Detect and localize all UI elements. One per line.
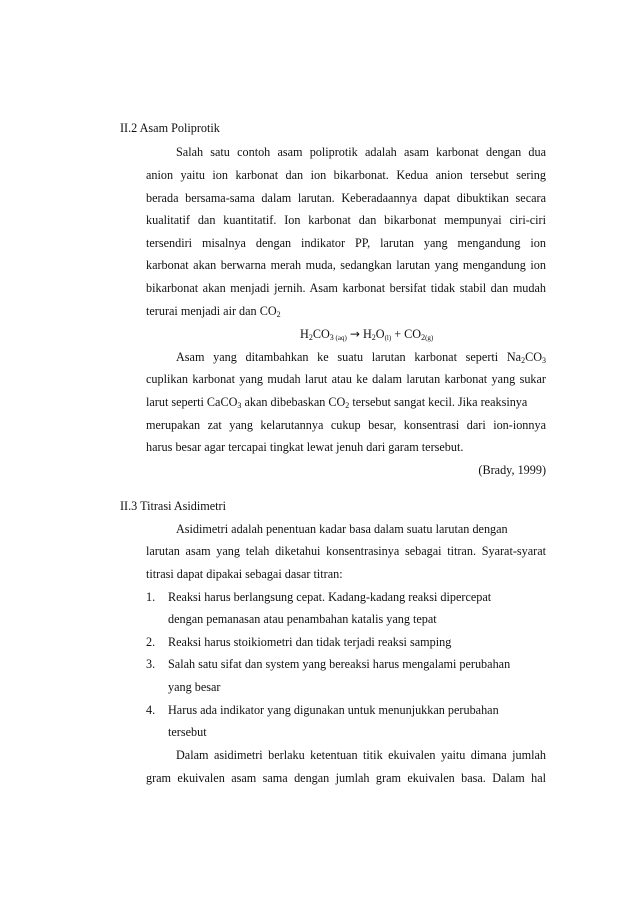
list-item-number: 3.: [146, 657, 156, 671]
paragraph-line: Dalam asidimetri berlaku ketentuan titik ekuivalen yaitu dimana jumlah: [176, 748, 546, 762]
paragraph-line: terurai menjadi air dan $CO_2$: [146, 304, 281, 319]
paragraph-line: tersendiri misalnya dengan indikator PP, larutan yang mengandung ion: [146, 236, 546, 250]
paragraph-line: Asidimetri adalah penentuan kadar basa dalam suatu larutan dengan: [176, 522, 508, 536]
paragraph-line: karbonat akan berwarna merah muda, sedangkan larutan yang mengandung ion: [146, 258, 546, 272]
chemical-equation: $H_2CO_3$ $_{(aq)} \to H_2O_{(l)} + CO_{2(g)}$: [300, 327, 434, 342]
list-item: Harus ada indikator yang digunakan untuk menunjukkan perubahan: [168, 703, 499, 717]
paragraph-line: kualitatif dan kuantitatif. Ion karbonat dan bikarbonat mempunyai ciri-ciri: [146, 213, 546, 227]
paragraph-line: cuplikan karbonat yang mudah larut atau ke dalam larutan karbonat yang sukar: [146, 372, 546, 386]
paragraph-line: anion yaitu ion karbonat dan ion bikarbonat. Kedua anion tersebut sering: [146, 168, 546, 182]
section-heading-titrasi-asidimetri: II.3 Titrasi Asidimetri: [120, 499, 226, 513]
list-item: Salah satu sifat dan system yang bereaksi harus mengalami perubahan: [168, 657, 511, 671]
section-heading-asam-poliprotik: II.2 Asam Poliprotik: [120, 121, 220, 135]
arrow-icon: →: [349, 327, 360, 341]
paragraph-line: merupakan zat yang kelarutannya cukup besar, konsentrasi dari ion-ionnya: [146, 418, 546, 432]
paragraph-line: harus besar agar tercapai tingkat lewat jenuh dari garam tersebut.: [146, 440, 464, 454]
citation: (Brady, 1999): [478, 463, 546, 477]
list-item-continuation: dengan pemanasan atau penambahan katalis yang tepat: [168, 612, 437, 626]
paragraph-line: titrasi dapat dipakai sebagai dasar titran:: [146, 567, 343, 581]
paragraph-line: Asam yang ditambahkan ke suatu larutan karbonat seperti $Na_2CO_3$: [176, 350, 546, 365]
list-item-continuation: tersebut: [168, 725, 207, 739]
list-item: Reaksi harus stoikiometri dan tidak terjadi reaksi samping: [168, 635, 452, 649]
list-item-number: 4.: [146, 703, 156, 717]
paragraph-line: gram ekuivalen asam sama dengan jumlah gram ekuivalen basa. Dalam hal: [146, 771, 546, 785]
paragraph-line: bikarbonat akan menjadi jernih. Asam karbonat bersifat tidak stabil dan mudah: [146, 281, 546, 295]
paragraph-line: Salah satu contoh asam poliprotik adalah asam karbonat dengan dua: [176, 145, 546, 159]
paragraph-line: berada bersama-sama dalam larutan. Keberadaannya dapat dibuktikan secara: [146, 191, 546, 205]
list-item-number: 1.: [146, 590, 156, 604]
list-item-number: 2.: [146, 635, 156, 649]
list-item-continuation: yang besar: [168, 680, 221, 694]
paragraph-line: larutan asam yang telah diketahui konsentrasinya sebagai titran. Syarat-syarat: [146, 544, 546, 558]
list-item: Reaksi harus berlangsung cepat. Kadang-kadang reaksi dipercepat: [168, 590, 492, 604]
paragraph-line: larut seperti CaCO$_3$ akan dibebaskan $CO_2$ tersebut sangat kecil. Jika reaksinya: [146, 395, 528, 410]
